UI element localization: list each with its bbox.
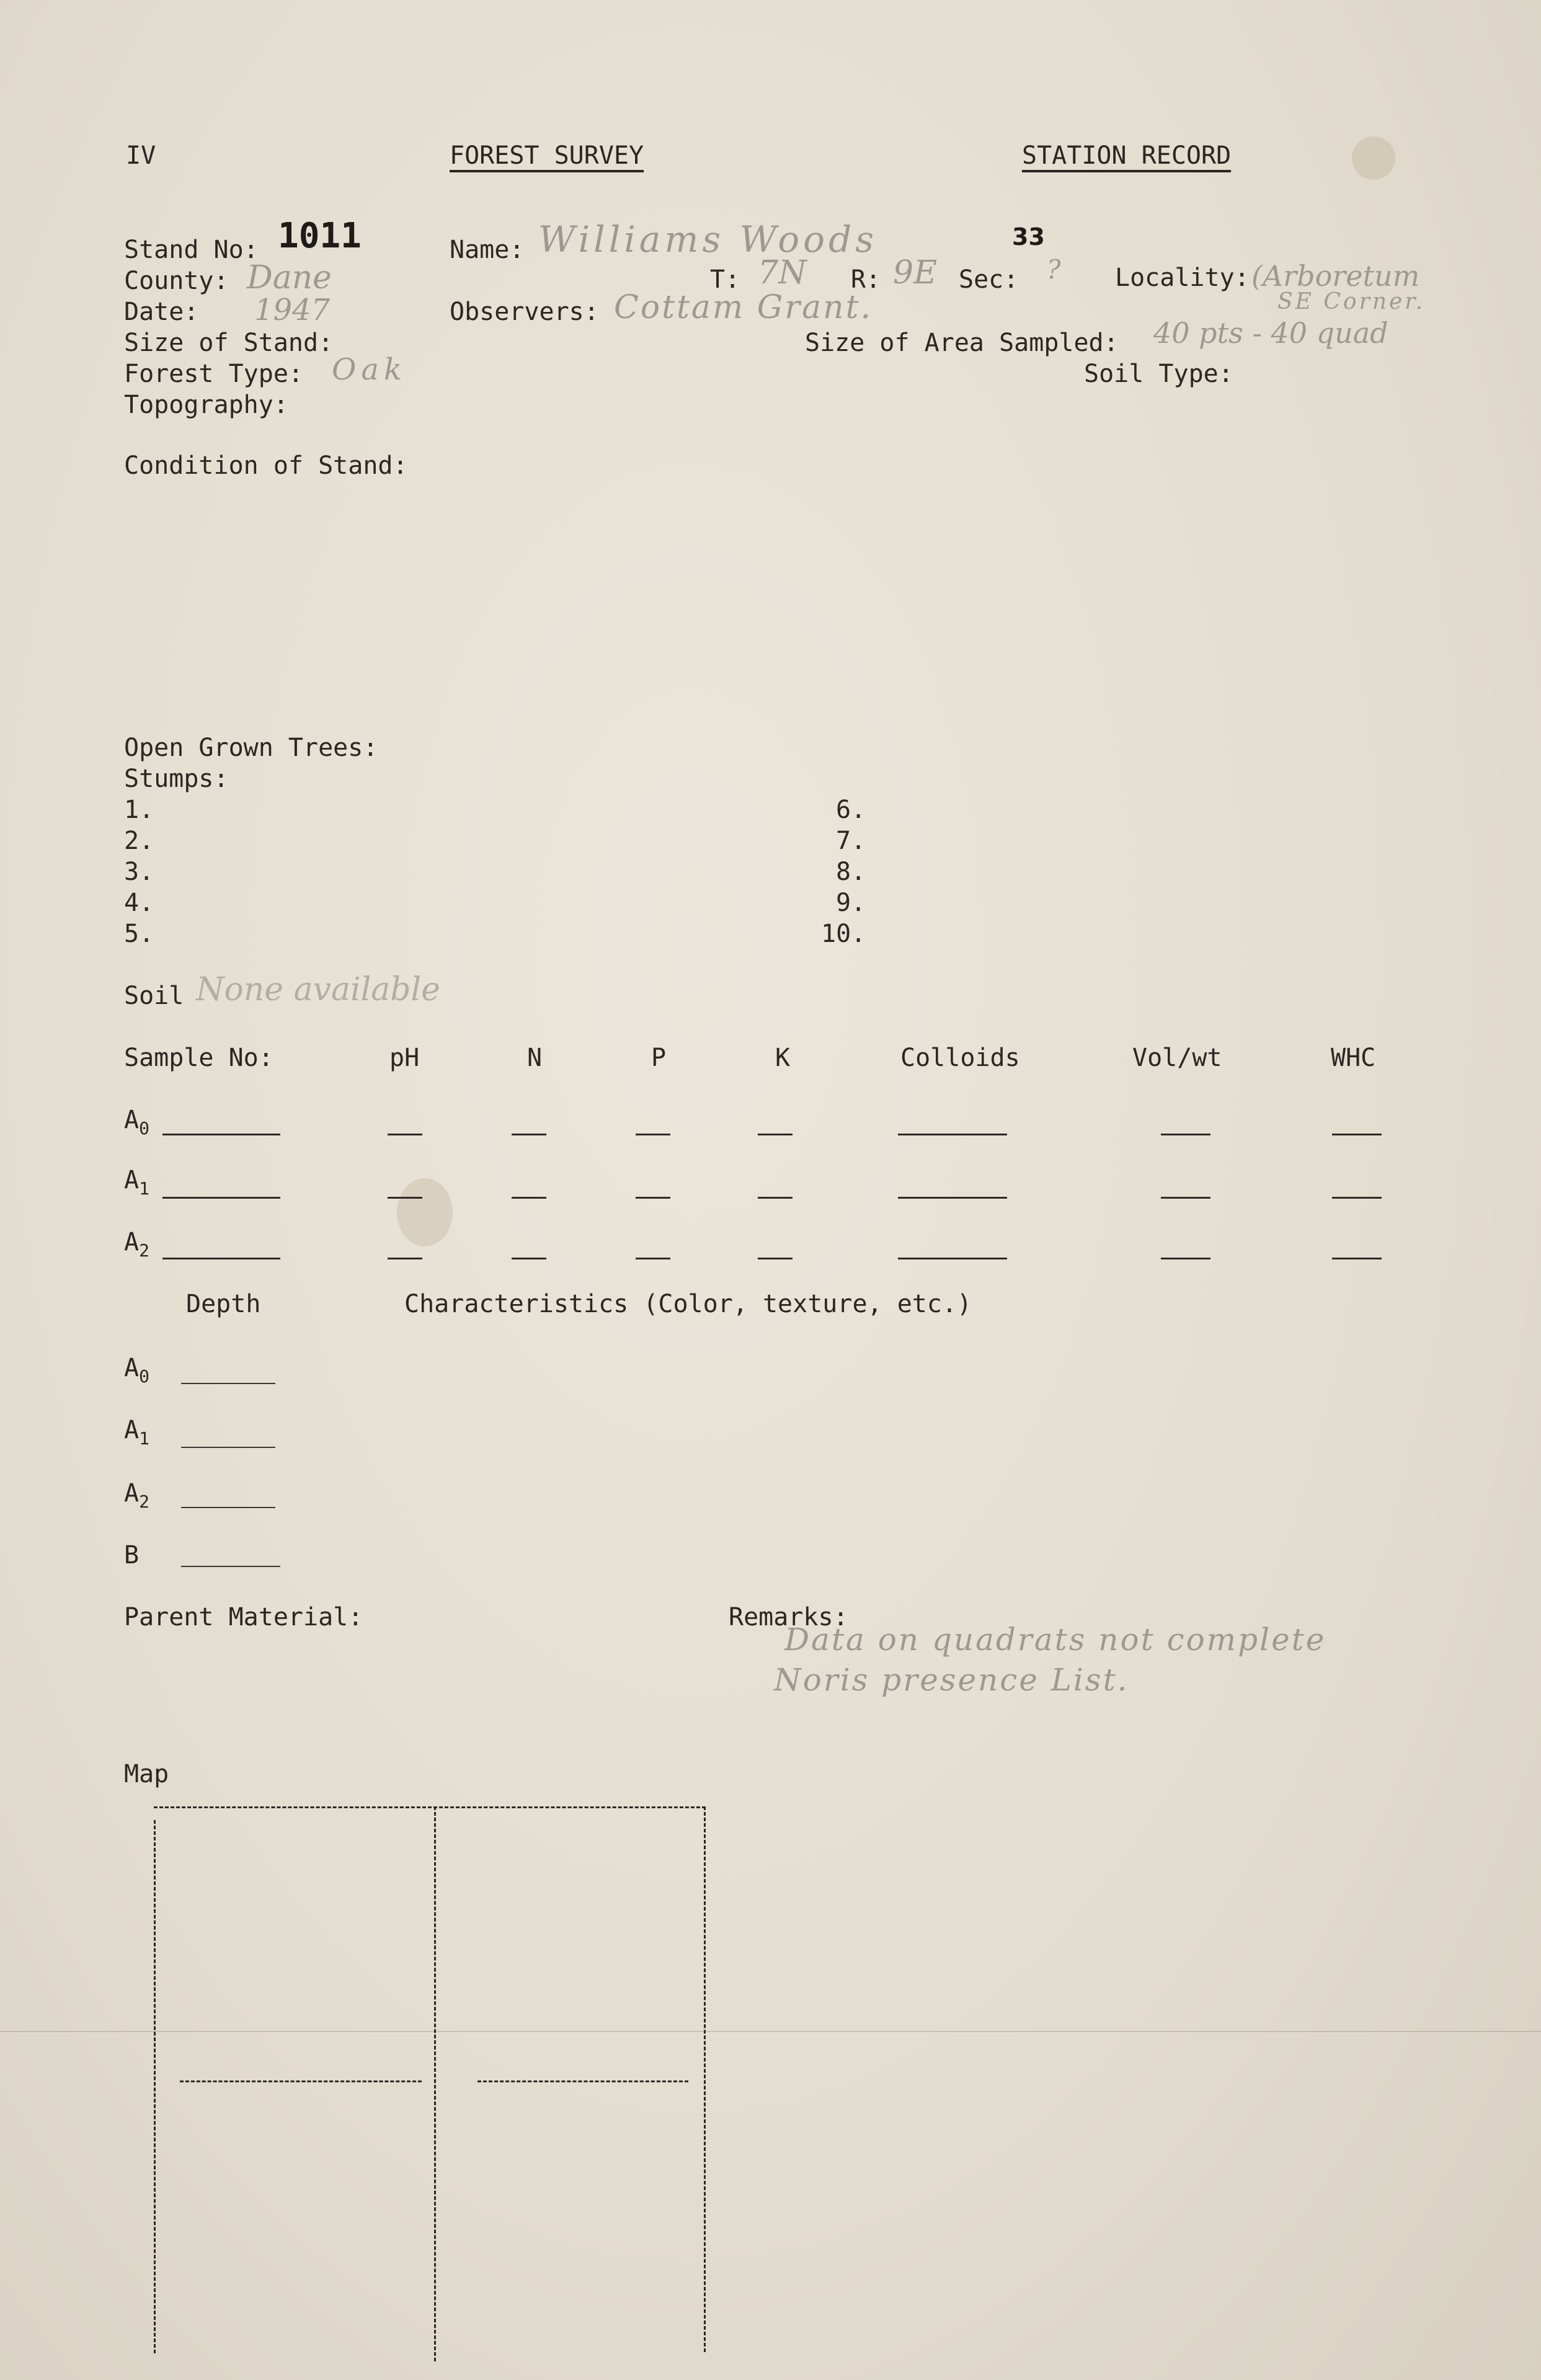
- col-p: P: [651, 1044, 667, 1072]
- paper-stain: [397, 1178, 453, 1246]
- stump-number: 6.: [836, 796, 866, 824]
- p-blank: [636, 1258, 670, 1259]
- map-center-horizontal: [477, 2080, 688, 2082]
- condition-of-stand-label: Condition of Stand:: [124, 451, 408, 480]
- n-blank: [512, 1134, 546, 1135]
- observers-label: Observers:: [450, 298, 599, 326]
- col-whc: WHC: [1331, 1044, 1376, 1072]
- depth-blank: [181, 1566, 280, 1567]
- k-blank: [758, 1197, 793, 1199]
- stump-number: 1.: [124, 796, 154, 824]
- map-center-vertical: [434, 1806, 436, 2361]
- k-blank: [758, 1258, 793, 1259]
- open-grown-trees-label: Open Grown Trees:: [124, 734, 378, 762]
- stand-no-value: 1011: [278, 216, 362, 256]
- sec-value: 33: [1012, 223, 1045, 251]
- soil-label: Soil: [124, 982, 184, 1010]
- stump-number: 3.: [124, 858, 154, 886]
- stump-number: 5.: [124, 920, 154, 948]
- sample-row-label: $A_1$: [124, 1166, 149, 1199]
- sample-blank: [162, 1258, 280, 1259]
- colloids-blank: [898, 1258, 1007, 1259]
- depth-row-label: $A_0$: [124, 1354, 149, 1387]
- paper-stain: [1352, 136, 1395, 180]
- remarks-line-1: Data on quadrats not complete: [784, 1622, 1326, 1658]
- soil-type-label: Soil Type:: [1084, 360, 1233, 388]
- stump-number: 7.: [836, 827, 866, 855]
- map-border-top: [154, 1806, 706, 1808]
- stumps-label: Stumps:: [124, 765, 229, 793]
- n-blank: [512, 1258, 546, 1259]
- form-number: IV: [126, 141, 156, 170]
- vol-wt-blank: [1161, 1258, 1210, 1259]
- map-center-horizontal: [180, 2080, 422, 2082]
- colloids-blank: [898, 1197, 1007, 1199]
- sample-row-label: $A_0$: [124, 1106, 149, 1139]
- stump-number: 9.: [836, 889, 866, 917]
- remarks-line-2: Noris presence List.: [774, 1662, 1129, 1698]
- p-blank: [636, 1134, 670, 1135]
- characteristics-label: Characteristics (Color, texture, etc.): [404, 1290, 972, 1318]
- locality-label: Locality:: [1115, 264, 1250, 292]
- topography-label: Topography:: [124, 391, 288, 419]
- sample-row-label: $A_2$: [124, 1228, 149, 1261]
- county-label: County:: [124, 267, 229, 295]
- map-label: Map: [124, 1760, 169, 1788]
- date-value: 1947: [254, 293, 331, 327]
- form-record-type: STATION RECORD: [1022, 141, 1232, 170]
- observers-value: Cottam Grant.: [614, 289, 873, 326]
- form-title: FOREST SURVEY: [450, 141, 644, 170]
- p-blank: [636, 1197, 670, 1199]
- depth-row-label: B: [124, 1541, 140, 1570]
- locality-value-1: (Arboretum: [1251, 259, 1420, 293]
- locality-value-2: SE Corner.: [1277, 289, 1425, 314]
- size-of-area-value: 40 pts - 40 quad: [1153, 316, 1388, 350]
- col-vol-wt: Vol/wt: [1132, 1044, 1222, 1072]
- map-border-right: [704, 1806, 706, 2352]
- section-question-mark: ?: [1047, 254, 1061, 285]
- whc-blank: [1332, 1134, 1382, 1135]
- whc-blank: [1332, 1258, 1382, 1259]
- depth-label: Depth: [186, 1290, 261, 1318]
- col-k: K: [775, 1044, 791, 1072]
- depth-blank: [181, 1383, 275, 1384]
- stump-number: 2.: [124, 827, 154, 855]
- col-ph: pH: [389, 1044, 420, 1072]
- stump-number: 4.: [124, 889, 154, 917]
- ph-blank: [388, 1134, 422, 1135]
- vol-wt-blank: [1161, 1197, 1210, 1199]
- parent-material-label: Parent Material:: [124, 1603, 363, 1632]
- col-sample-no: Sample No:: [124, 1044, 273, 1072]
- ph-blank: [388, 1258, 422, 1259]
- ph-blank: [388, 1197, 422, 1199]
- remarks-label: Remarks:: [729, 1603, 848, 1632]
- range-value: 9E: [893, 254, 938, 291]
- map-border-left: [154, 1820, 156, 2353]
- section-label: Sec:: [959, 265, 1019, 294]
- range-label: R:: [851, 265, 881, 294]
- forest-type-value: Oak: [332, 352, 407, 387]
- depth-row-label: $A_2$: [124, 1479, 149, 1512]
- date-label: Date:: [124, 298, 199, 326]
- whc-blank: [1332, 1197, 1382, 1199]
- soil-note: None available: [196, 971, 440, 1008]
- depth-blank: [181, 1447, 275, 1448]
- col-colloids: Colloids: [900, 1044, 1020, 1072]
- k-blank: [758, 1134, 793, 1135]
- township-label: T:: [710, 265, 740, 294]
- stump-number: 10.: [821, 920, 866, 948]
- stump-number: 8.: [836, 858, 866, 886]
- forest-type-label: Forest Type:: [124, 360, 303, 388]
- colloids-blank: [898, 1134, 1007, 1135]
- paper-fold: [0, 2031, 1541, 2032]
- stand-no-label: Stand No:: [124, 236, 259, 264]
- size-of-stand-label: Size of Stand:: [124, 329, 334, 357]
- size-of-area-label: Size of Area Sampled:: [805, 329, 1119, 357]
- sample-blank: [162, 1197, 280, 1199]
- sample-blank: [162, 1134, 280, 1135]
- name-value: Williams Woods: [538, 218, 877, 260]
- depth-blank: [181, 1507, 275, 1508]
- vol-wt-blank: [1161, 1134, 1210, 1135]
- name-label: Name:: [450, 236, 525, 264]
- n-blank: [512, 1197, 546, 1199]
- col-n: N: [527, 1044, 543, 1072]
- township-value: 7N: [758, 254, 807, 291]
- county-value: Dane: [247, 259, 332, 296]
- depth-row-label: $A_1$: [124, 1416, 149, 1449]
